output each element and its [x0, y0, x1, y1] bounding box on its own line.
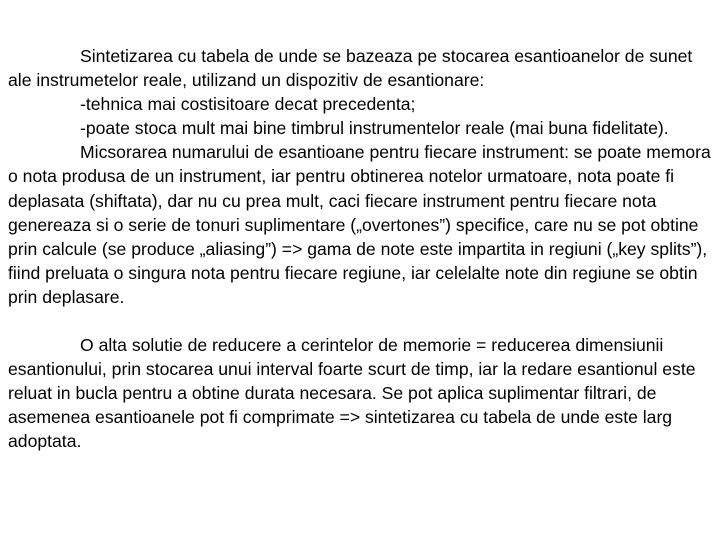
paragraph-cost: -tehnica mai costisitoare decat precedenta;	[80, 94, 416, 115]
paragraph-wavetable-synthesis: Sintetizarea cu tabela de unde se bazeaza pe stocarea esantioanelor de sunet ale instrumetelor reale, utilizand un dispozitiv de esantionare:	[8, 46, 693, 91]
paragraph-spacer	[8, 309, 712, 333]
paragraph-fidelity: -poate stoca mult mai bine timbrul instrumentelor reale (mai buna fidelitate).	[80, 118, 669, 139]
paragraph-sample-reduction: Micsorarea numarului de esantioane pentru fiecare instrument: se poate memora o nota produsa de un instrument, iar pentru obtinerea notelor urmatoare, nota poate fi deplasata (shiftata), dar nu cu prea mult, caci fiecare instrument pentru fiecare nota genereaza si o serie de tonuri suplimentare („overtones”) specifice, care nu se pot obtine prin calcule (se produce „aliasing”) => gama de note este impartita in regiuni („key splits”), fiind preluata o singura nota pentru fiecare regiune, iar celelalte note din regiune se obtin prin deplasare.	[8, 142, 711, 307]
paragraph-memory-solution: O alta solutie de reducere a cerintelor de memorie = reducerea dimensiunii esantionului, prin stocarea unui interval foarte scurt de timp, iar la redare esantionul este reluat in bucla pentru a obtine durata necesara. Se pot aplica suplimentar filtrari, de asemenea esantioanele pot fi comprimate => sintetizarea cu tabela de unde este larg adoptata.	[8, 335, 696, 452]
document-body	[8, 44, 712, 454]
